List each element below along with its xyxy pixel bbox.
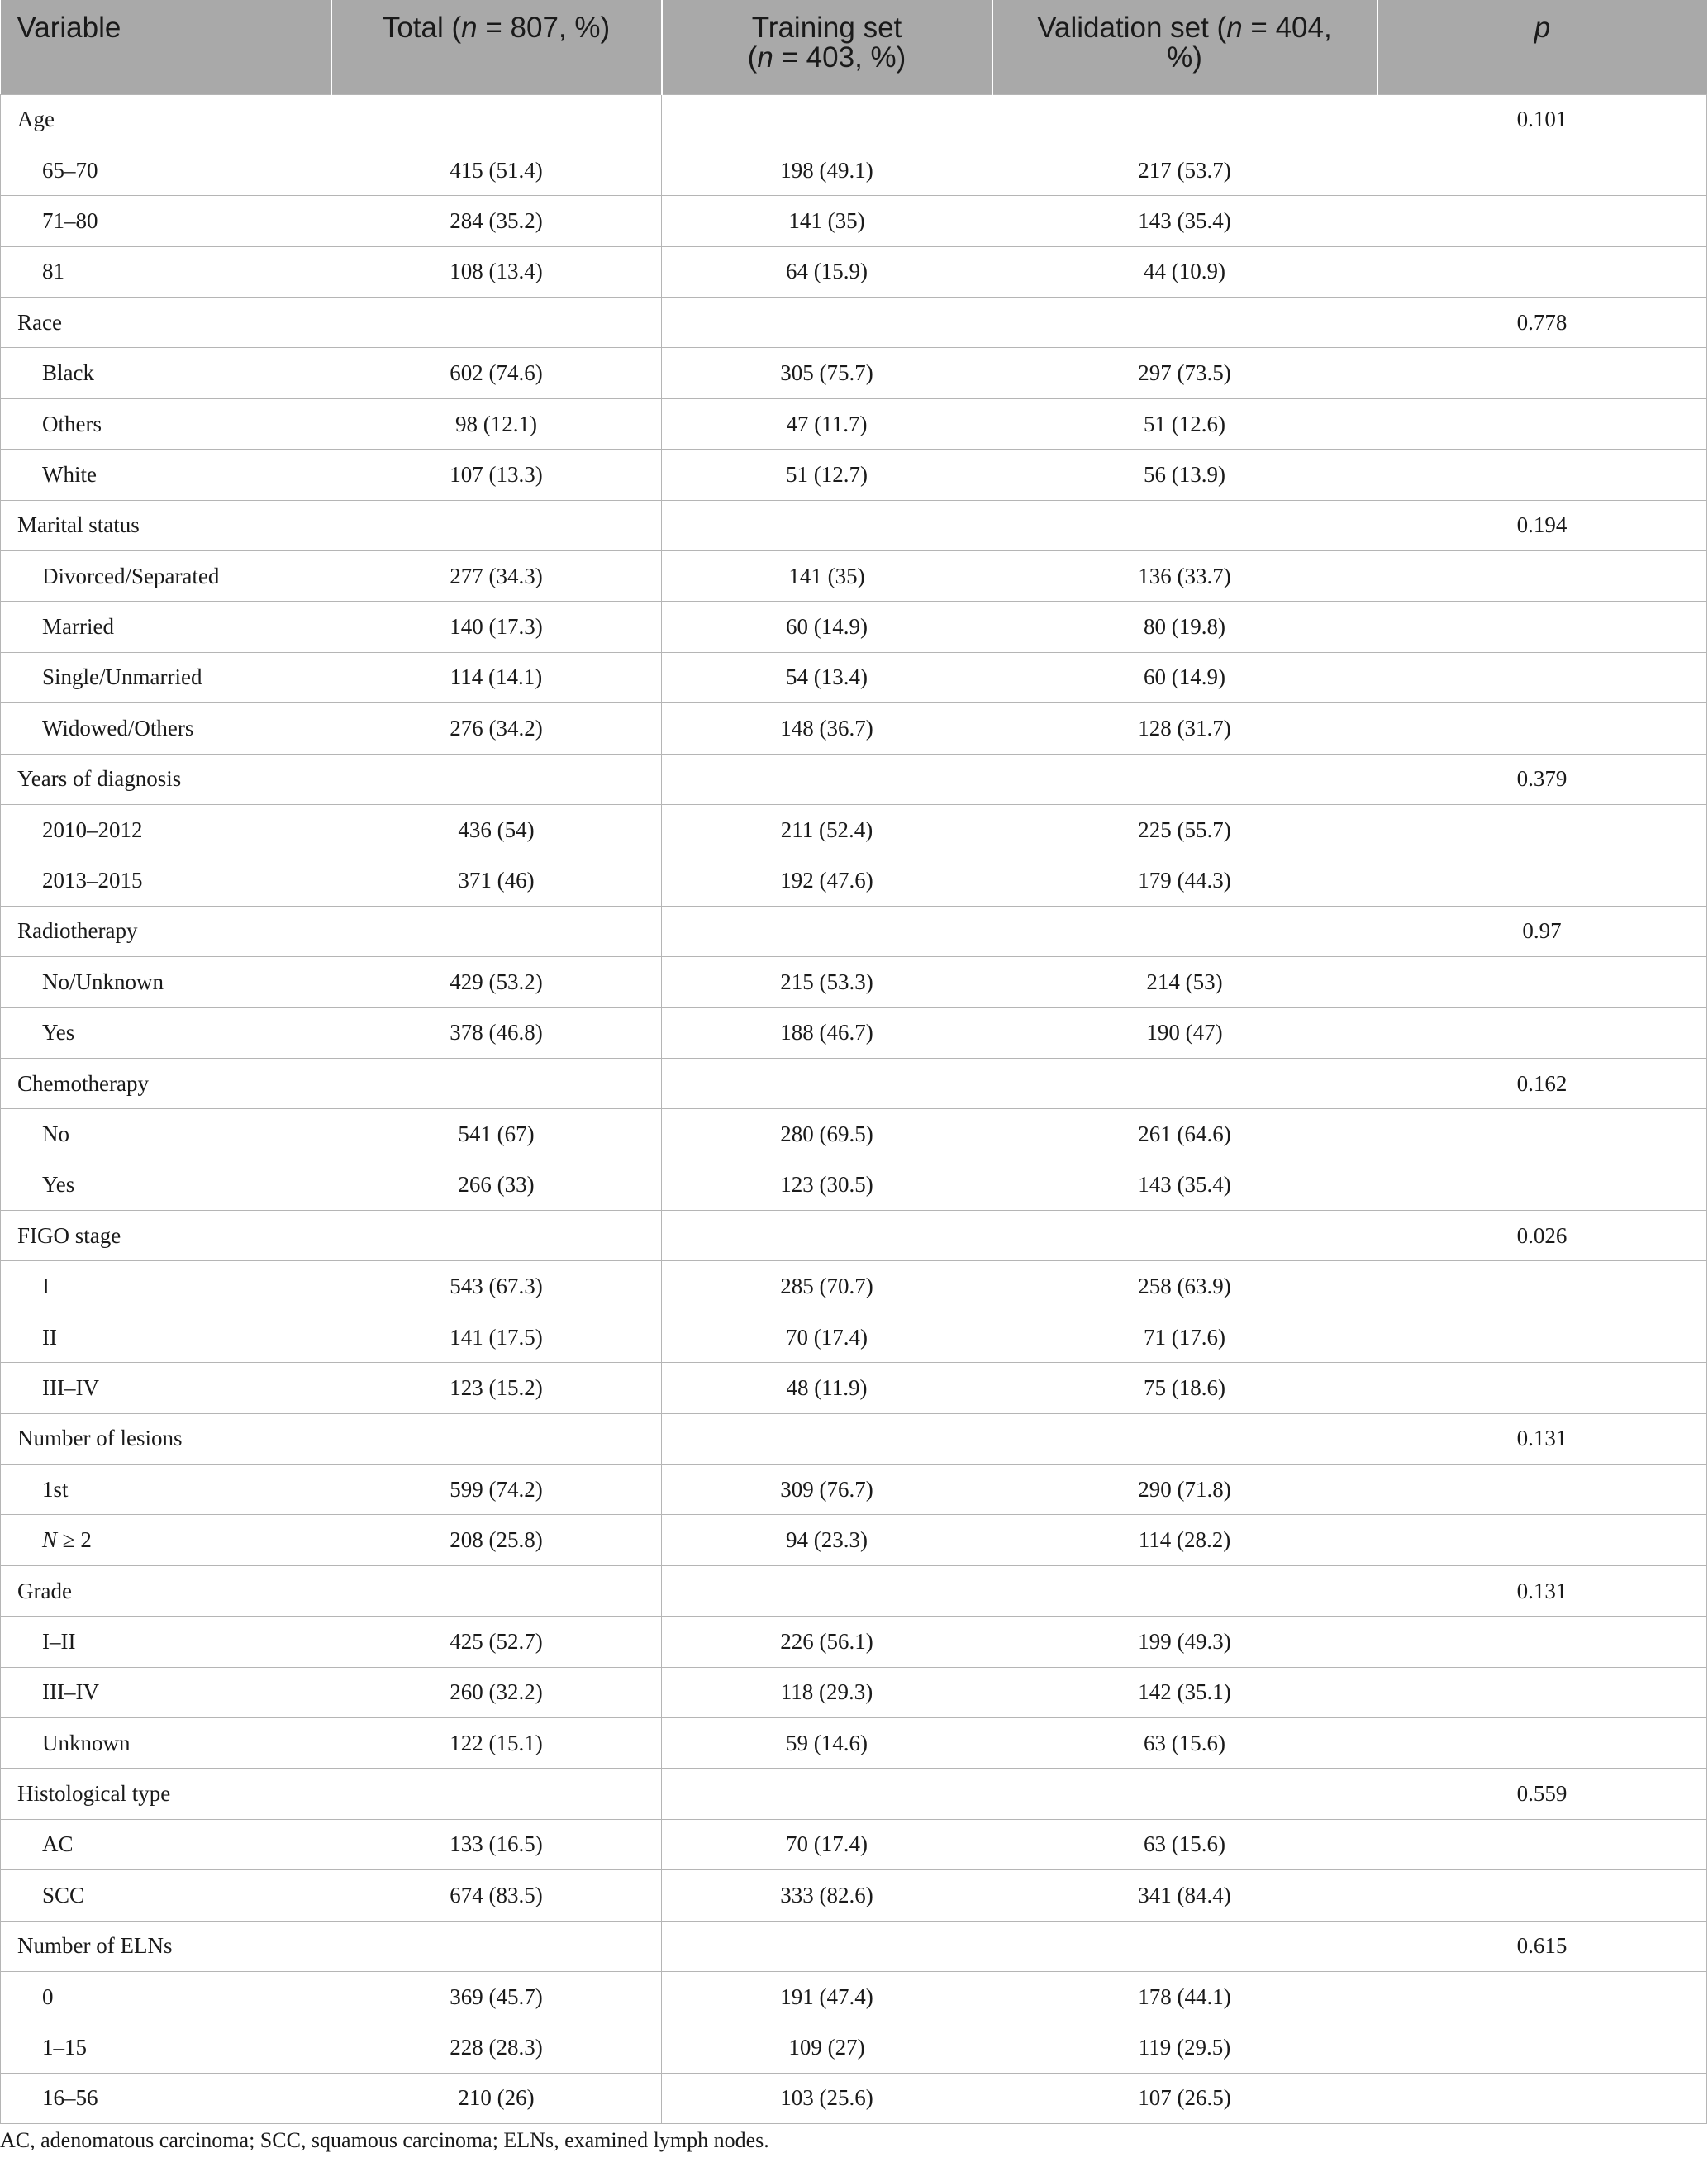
- cell-validation: 60 (14.9): [992, 652, 1377, 702]
- cell-total: 378 (46.8): [331, 1007, 662, 1058]
- cell-training: 226 (56.1): [662, 1617, 992, 1667]
- header-total: Total (n = 807, %): [331, 0, 662, 94]
- row-label: 81: [1, 246, 331, 297]
- cell-validation: 179 (44.3): [992, 855, 1377, 906]
- cell-p-value: [1377, 246, 1707, 297]
- cell-validation: 56 (13.9): [992, 450, 1377, 500]
- table-row-category: [1, 1211, 1707, 1261]
- cell-validation: 341 (84.4): [992, 1870, 1377, 1921]
- cell-p-value: [1377, 804, 1707, 855]
- cell-p-value: [1377, 1667, 1707, 1717]
- cell-total: 415 (51.4): [331, 145, 662, 195]
- cell-total: 429 (53.2): [331, 957, 662, 1007]
- cell-total: 210 (26): [331, 2073, 662, 2123]
- cell-training: 103 (25.6): [662, 2073, 992, 2123]
- cell-validation: 75 (18.6): [992, 1363, 1377, 1413]
- row-label: SCC: [1, 1870, 331, 1921]
- cell-total: 98 (12.1): [331, 398, 662, 449]
- cell-validation: 225 (55.7): [992, 804, 1377, 855]
- cell-p-value: 0.97: [1377, 906, 1707, 956]
- cell-training: 47 (11.7): [662, 398, 992, 449]
- cell-validation: 214 (53): [992, 957, 1377, 1007]
- table-row-category: [1, 754, 1707, 804]
- cell-total: [331, 298, 662, 348]
- cell-training: [662, 1921, 992, 1971]
- cell-training: [662, 500, 992, 550]
- row-label: Unknown: [1, 1718, 331, 1769]
- cell-training: 215 (53.3): [662, 957, 992, 1007]
- cell-p-value: [1377, 145, 1707, 195]
- header-p-value: p: [1377, 0, 1707, 94]
- cell-total: 425 (52.7): [331, 1617, 662, 1667]
- cell-validation: 258 (63.9): [992, 1261, 1377, 1312]
- table-row: [1, 145, 1707, 195]
- cell-training: [662, 94, 992, 145]
- cell-total: 674 (83.5): [331, 1870, 662, 1921]
- cell-training: [662, 1058, 992, 1108]
- cell-p-value: [1377, 652, 1707, 702]
- table-row: [1, 1312, 1707, 1362]
- row-label: III–IV: [1, 1667, 331, 1717]
- cell-p-value: [1377, 1870, 1707, 1921]
- table-row: [1, 450, 1707, 500]
- cell-p-value: 0.131: [1377, 1565, 1707, 1616]
- header-row: [1, 0, 1707, 94]
- cell-training: 64 (15.9): [662, 246, 992, 297]
- cell-training: 280 (69.5): [662, 1109, 992, 1160]
- table-row-category: [1, 1413, 1707, 1464]
- cell-total: [331, 94, 662, 145]
- row-label: Number of ELNs: [1, 1921, 331, 1971]
- cell-training: 141 (35): [662, 551, 992, 602]
- row-label: N ≥ 2: [1, 1515, 331, 1565]
- row-label: Yes: [1, 1160, 331, 1210]
- cell-validation: [992, 500, 1377, 550]
- table-row-category: [1, 94, 1707, 145]
- cell-validation: 119 (29.5): [992, 2022, 1377, 2073]
- table-row: [1, 196, 1707, 246]
- table-row: [1, 652, 1707, 702]
- cell-training: 188 (46.7): [662, 1007, 992, 1058]
- row-label: Marital status: [1, 500, 331, 550]
- cell-total: [331, 1769, 662, 1819]
- cell-validation: 71 (17.6): [992, 1312, 1377, 1362]
- cell-total: [331, 500, 662, 550]
- table-body: [1, 94, 1707, 2124]
- cell-p-value: [1377, 551, 1707, 602]
- cell-training: 70 (17.4): [662, 1312, 992, 1362]
- cell-validation: [992, 1413, 1377, 1464]
- cell-training: [662, 1769, 992, 1819]
- header-variable: Variable: [1, 0, 331, 94]
- cell-training: 192 (47.6): [662, 855, 992, 906]
- row-label: FIGO stage: [1, 1211, 331, 1261]
- cell-total: 266 (33): [331, 1160, 662, 1210]
- cell-training: [662, 1565, 992, 1616]
- cell-validation: [992, 1565, 1377, 1616]
- row-label: Radiotherapy: [1, 906, 331, 956]
- cell-validation: 143 (35.4): [992, 1160, 1377, 1210]
- cell-p-value: [1377, 1515, 1707, 1565]
- table-row: [1, 1465, 1707, 1515]
- row-label: 2013–2015: [1, 855, 331, 906]
- table-row: [1, 1667, 1707, 1717]
- cell-p-value: 0.162: [1377, 1058, 1707, 1108]
- table-row: [1, 2073, 1707, 2123]
- row-label: 71–80: [1, 196, 331, 246]
- cell-total: 108 (13.4): [331, 246, 662, 297]
- cell-total: 284 (35.2): [331, 196, 662, 246]
- table-row: [1, 348, 1707, 398]
- table-row: [1, 1718, 1707, 1769]
- table-header: [1, 0, 1707, 94]
- cell-validation: [992, 1769, 1377, 1819]
- row-label: 0: [1, 1971, 331, 2022]
- table-row: [1, 1515, 1707, 1565]
- row-label: I–II: [1, 1617, 331, 1667]
- cell-p-value: [1377, 602, 1707, 652]
- cell-training: [662, 754, 992, 804]
- cell-validation: 190 (47): [992, 1007, 1377, 1058]
- row-label: Widowed/Others: [1, 703, 331, 754]
- cell-validation: [992, 94, 1377, 145]
- table-row-category: [1, 1921, 1707, 1971]
- cell-p-value: [1377, 957, 1707, 1007]
- table-row-category: [1, 500, 1707, 550]
- cell-p-value: [1377, 450, 1707, 500]
- cell-total: 602 (74.6): [331, 348, 662, 398]
- cell-training: 60 (14.9): [662, 602, 992, 652]
- table-row: [1, 551, 1707, 602]
- row-label: Divorced/Separated: [1, 551, 331, 602]
- cell-training: 211 (52.4): [662, 804, 992, 855]
- row-label: III–IV: [1, 1363, 331, 1413]
- cell-total: 123 (15.2): [331, 1363, 662, 1413]
- table-row: [1, 1109, 1707, 1160]
- table-row: [1, 1819, 1707, 1869]
- table-row: [1, 1971, 1707, 2022]
- cell-p-value: [1377, 855, 1707, 906]
- cell-training: 309 (76.7): [662, 1465, 992, 1515]
- cell-validation: 143 (35.4): [992, 196, 1377, 246]
- cell-p-value: [1377, 1363, 1707, 1413]
- cell-p-value: 0.194: [1377, 500, 1707, 550]
- table-row: [1, 855, 1707, 906]
- cell-p-value: [1377, 348, 1707, 398]
- cell-training: 191 (47.4): [662, 1971, 992, 2022]
- cell-total: 599 (74.2): [331, 1465, 662, 1515]
- cell-p-value: [1377, 398, 1707, 449]
- cell-p-value: [1377, 1465, 1707, 1515]
- cell-total: 277 (34.3): [331, 551, 662, 602]
- cell-training: 118 (29.3): [662, 1667, 992, 1717]
- cell-training: [662, 906, 992, 956]
- row-label: II: [1, 1312, 331, 1362]
- cell-p-value: [1377, 1312, 1707, 1362]
- table-row: [1, 1261, 1707, 1312]
- cell-p-value: [1377, 1109, 1707, 1160]
- table-row-category: [1, 1565, 1707, 1616]
- table-row: [1, 1007, 1707, 1058]
- table-row-category: [1, 1769, 1707, 1819]
- cell-total: 140 (17.3): [331, 602, 662, 652]
- cell-total: 208 (25.8): [331, 1515, 662, 1565]
- cell-p-value: 0.559: [1377, 1769, 1707, 1819]
- row-label: 1–15: [1, 2022, 331, 2073]
- table-row: [1, 2022, 1707, 2073]
- row-label: No: [1, 1109, 331, 1160]
- cell-training: 109 (27): [662, 2022, 992, 2073]
- cell-training: 305 (75.7): [662, 348, 992, 398]
- row-label: Years of diagnosis: [1, 754, 331, 804]
- cell-total: 436 (54): [331, 804, 662, 855]
- cell-training: 123 (30.5): [662, 1160, 992, 1210]
- cell-validation: 44 (10.9): [992, 246, 1377, 297]
- cell-training: [662, 1413, 992, 1464]
- row-label: AC: [1, 1819, 331, 1869]
- table-row: [1, 398, 1707, 449]
- cell-p-value: 0.379: [1377, 754, 1707, 804]
- row-label: White: [1, 450, 331, 500]
- cell-total: 141 (17.5): [331, 1312, 662, 1362]
- cell-training: 148 (36.7): [662, 703, 992, 754]
- cell-total: [331, 1413, 662, 1464]
- cell-validation: 63 (15.6): [992, 1718, 1377, 1769]
- cell-p-value: [1377, 1819, 1707, 1869]
- cell-total: [331, 906, 662, 956]
- table-row: [1, 1870, 1707, 1921]
- cell-validation: 142 (35.1): [992, 1667, 1377, 1717]
- row-label: Number of lesions: [1, 1413, 331, 1464]
- row-label: 1st: [1, 1465, 331, 1515]
- cell-validation: [992, 1058, 1377, 1108]
- table-row: [1, 1363, 1707, 1413]
- cell-training: 48 (11.9): [662, 1363, 992, 1413]
- cell-training: 94 (23.3): [662, 1515, 992, 1565]
- row-label: Single/Unmarried: [1, 652, 331, 702]
- cell-validation: 128 (31.7): [992, 703, 1377, 754]
- table-row: [1, 246, 1707, 297]
- cell-training: [662, 1211, 992, 1261]
- row-label: Grade: [1, 1565, 331, 1616]
- row-label: Yes: [1, 1007, 331, 1058]
- cell-validation: 80 (19.8): [992, 602, 1377, 652]
- cell-validation: 297 (73.5): [992, 348, 1377, 398]
- cell-training: 59 (14.6): [662, 1718, 992, 1769]
- table-row: [1, 1160, 1707, 1210]
- cell-p-value: [1377, 1007, 1707, 1058]
- cell-training: 198 (49.1): [662, 145, 992, 195]
- cell-validation: 114 (28.2): [992, 1515, 1377, 1565]
- cell-p-value: 0.131: [1377, 1413, 1707, 1464]
- cell-total: 133 (16.5): [331, 1819, 662, 1869]
- cell-training: 285 (70.7): [662, 1261, 992, 1312]
- cell-total: 371 (46): [331, 855, 662, 906]
- cell-validation: 107 (26.5): [992, 2073, 1377, 2123]
- cell-p-value: [1377, 1617, 1707, 1667]
- row-label: Age: [1, 94, 331, 145]
- cell-p-value: 0.101: [1377, 94, 1707, 145]
- table-row: [1, 957, 1707, 1007]
- cell-total: 276 (34.2): [331, 703, 662, 754]
- cell-validation: 178 (44.1): [992, 1971, 1377, 2022]
- cell-p-value: [1377, 703, 1707, 754]
- row-label: No/Unknown: [1, 957, 331, 1007]
- cell-validation: [992, 1211, 1377, 1261]
- header-training: Training set (n = 403, %): [662, 0, 992, 94]
- header-validation: Validation set (n = 404, %): [992, 0, 1377, 94]
- cell-total: 114 (14.1): [331, 652, 662, 702]
- cell-total: [331, 1058, 662, 1108]
- cell-training: [662, 298, 992, 348]
- cell-p-value: [1377, 196, 1707, 246]
- cell-p-value: [1377, 1718, 1707, 1769]
- cell-training: 70 (17.4): [662, 1819, 992, 1869]
- row-label: 65–70: [1, 145, 331, 195]
- row-label: Histological type: [1, 1769, 331, 1819]
- cell-validation: 217 (53.7): [992, 145, 1377, 195]
- row-label: Chemotherapy: [1, 1058, 331, 1108]
- row-label: 16–56: [1, 2073, 331, 2123]
- row-label: Black: [1, 348, 331, 398]
- cell-p-value: [1377, 1971, 1707, 2022]
- cell-p-value: 0.778: [1377, 298, 1707, 348]
- row-label: Race: [1, 298, 331, 348]
- row-label: Married: [1, 602, 331, 652]
- cell-total: 543 (67.3): [331, 1261, 662, 1312]
- cell-validation: [992, 298, 1377, 348]
- cell-p-value: [1377, 1261, 1707, 1312]
- cell-total: 369 (45.7): [331, 1971, 662, 2022]
- cell-validation: [992, 1921, 1377, 1971]
- table-row-category: [1, 906, 1707, 956]
- cell-total: [331, 1565, 662, 1616]
- cell-training: 333 (82.6): [662, 1870, 992, 1921]
- cell-training: 141 (35): [662, 196, 992, 246]
- cell-validation: 261 (64.6): [992, 1109, 1377, 1160]
- cell-p-value: [1377, 2022, 1707, 2073]
- cell-total: 541 (67): [331, 1109, 662, 1160]
- cell-validation: 136 (33.7): [992, 551, 1377, 602]
- row-label: I: [1, 1261, 331, 1312]
- cell-total: 107 (13.3): [331, 450, 662, 500]
- table-row-category: [1, 298, 1707, 348]
- table-row: [1, 804, 1707, 855]
- row-label: Others: [1, 398, 331, 449]
- cell-validation: 51 (12.6): [992, 398, 1377, 449]
- row-label: 2010–2012: [1, 804, 331, 855]
- cell-total: 228 (28.3): [331, 2022, 662, 2073]
- cell-p-value: [1377, 2073, 1707, 2123]
- cell-validation: [992, 754, 1377, 804]
- table-row-category: [1, 1058, 1707, 1108]
- cell-total: [331, 1921, 662, 1971]
- table-row: [1, 1617, 1707, 1667]
- cell-validation: 199 (49.3): [992, 1617, 1377, 1667]
- cell-p-value: 0.026: [1377, 1211, 1707, 1261]
- cell-total: 122 (15.1): [331, 1718, 662, 1769]
- cell-total: [331, 754, 662, 804]
- cell-total: [331, 1211, 662, 1261]
- table-row: [1, 703, 1707, 754]
- cell-validation: [992, 906, 1377, 956]
- cell-p-value: 0.615: [1377, 1921, 1707, 1971]
- table-row: [1, 602, 1707, 652]
- cell-validation: 63 (15.6): [992, 1819, 1377, 1869]
- cell-training: 51 (12.7): [662, 450, 992, 500]
- cell-validation: 290 (71.8): [992, 1465, 1377, 1515]
- cell-p-value: [1377, 1160, 1707, 1210]
- cell-total: 260 (32.2): [331, 1667, 662, 1717]
- cell-training: 54 (13.4): [662, 652, 992, 702]
- table-footnote: AC, adenomatous carcinoma; SCC, squamous carcinoma; ELNs, examined lymph nodes.: [0, 2128, 769, 2152]
